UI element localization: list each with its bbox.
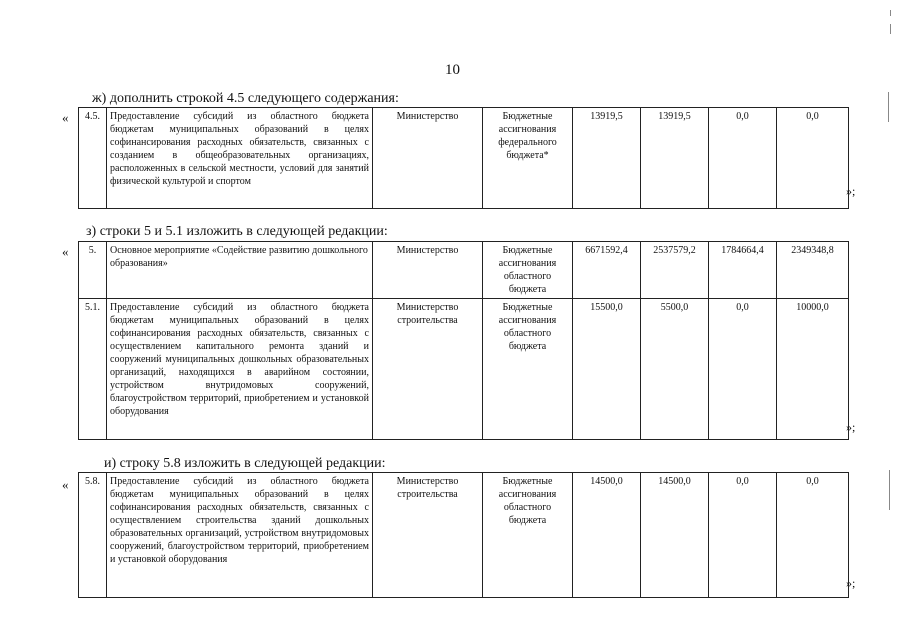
- row-value-1: 5500,0: [641, 299, 709, 440]
- row-value-1: 13919,5: [641, 108, 709, 209]
- scan-mark: [888, 92, 889, 122]
- open-quote-z: «: [62, 244, 69, 259]
- table-row-4-5: [78, 107, 849, 209]
- close-quote-i: »;: [846, 576, 856, 590]
- table-row-5-8: [78, 472, 849, 598]
- row-executor: Министерство: [373, 242, 483, 299]
- row-source: Бюджетные ассигнования федерального бюджета*: [483, 108, 573, 209]
- page-number: 10: [445, 62, 460, 78]
- row-number: 5.1.: [79, 299, 107, 440]
- row-description: Предоставление субсидий из областного бюджета бюджетам муниципальных образований в целях софинансирования расходных обязательств, связанных с осуществлением капитального ремонта зданий и сооружений муниципальных дошкольных образовательных организаций, находящихся в аварийном состоянии, устройством внутридомовых сооружений, благоустройством территорий, приобретением и установкой оборудования: [107, 299, 373, 440]
- open-quote-i: «: [62, 477, 69, 492]
- row-number: 5.: [79, 242, 107, 299]
- row-value-3: 0,0: [777, 473, 849, 598]
- row-executor: Министерство: [373, 108, 483, 209]
- row-executor: Министерство строительства: [373, 299, 483, 440]
- section-heading-zh: ж) дополнить строкой 4.5 следующего содержания:: [92, 91, 399, 106]
- scan-mark: [890, 24, 891, 34]
- row-value-3: 0,0: [777, 108, 849, 209]
- row-value-total: 14500,0: [573, 473, 641, 598]
- row-description: Предоставление субсидий из областного бюджета бюджетам муниципальных образований в целях софинансирования расходных обязательств, связанных с осуществлением строительства зданий дошкольных образовательных организаций, устройством внутридомовых сооружений, благоустройством территорий, приобретением и установкой оборудования: [107, 473, 373, 598]
- section-heading-z: з) строки 5 и 5.1 изложить в следующей редакции:: [86, 224, 388, 239]
- table-row: [79, 242, 849, 299]
- table-row: [79, 299, 849, 440]
- row-value-2: 0,0: [709, 108, 777, 209]
- row-value-1: 2537579,2: [641, 242, 709, 299]
- row-value-2: 0,0: [709, 473, 777, 598]
- close-quote-z: »;: [846, 420, 856, 434]
- row-value-2: 0,0: [709, 299, 777, 440]
- row-source: Бюджетные ассигнования областного бюджета: [483, 299, 573, 440]
- row-source: Бюджетные ассигнования областного бюджета: [483, 473, 573, 598]
- row-value-total: 6671592,4: [573, 242, 641, 299]
- row-value-1: 14500,0: [641, 473, 709, 598]
- row-description: Предоставление субсидий из областного бюджета бюджетам муниципальных образований в целях софинансирования расходных обязательств, связанных с созданием в общеобразовательных организациях, расположенных в сельской местности, условий для занятий физической культурой и спортом: [107, 108, 373, 209]
- row-value-3: 10000,0: [777, 299, 849, 440]
- row-value-2: 1784664,4: [709, 242, 777, 299]
- row-description: Основное мероприятие «Содействие развитию дошкольного образования»: [107, 242, 373, 299]
- row-number: 4.5.: [79, 108, 107, 209]
- scan-mark: [889, 470, 890, 510]
- row-value-total: 15500,0: [573, 299, 641, 440]
- close-quote-zh: »;: [846, 184, 856, 198]
- row-executor: Министерство строительства: [373, 473, 483, 598]
- row-value-3: 2349348,8: [777, 242, 849, 299]
- scan-mark: [890, 10, 891, 16]
- table-rows-5-5-1: [78, 241, 849, 440]
- open-quote-zh: «: [62, 110, 69, 125]
- row-source: Бюджетные ассигнования областного бюджета: [483, 242, 573, 299]
- section-heading-i: и) строку 5.8 изложить в следующей редакции:: [104, 456, 386, 471]
- row-value-total: 13919,5: [573, 108, 641, 209]
- table-row: [79, 473, 849, 598]
- table-row: [79, 108, 849, 209]
- row-number: 5.8.: [79, 473, 107, 598]
